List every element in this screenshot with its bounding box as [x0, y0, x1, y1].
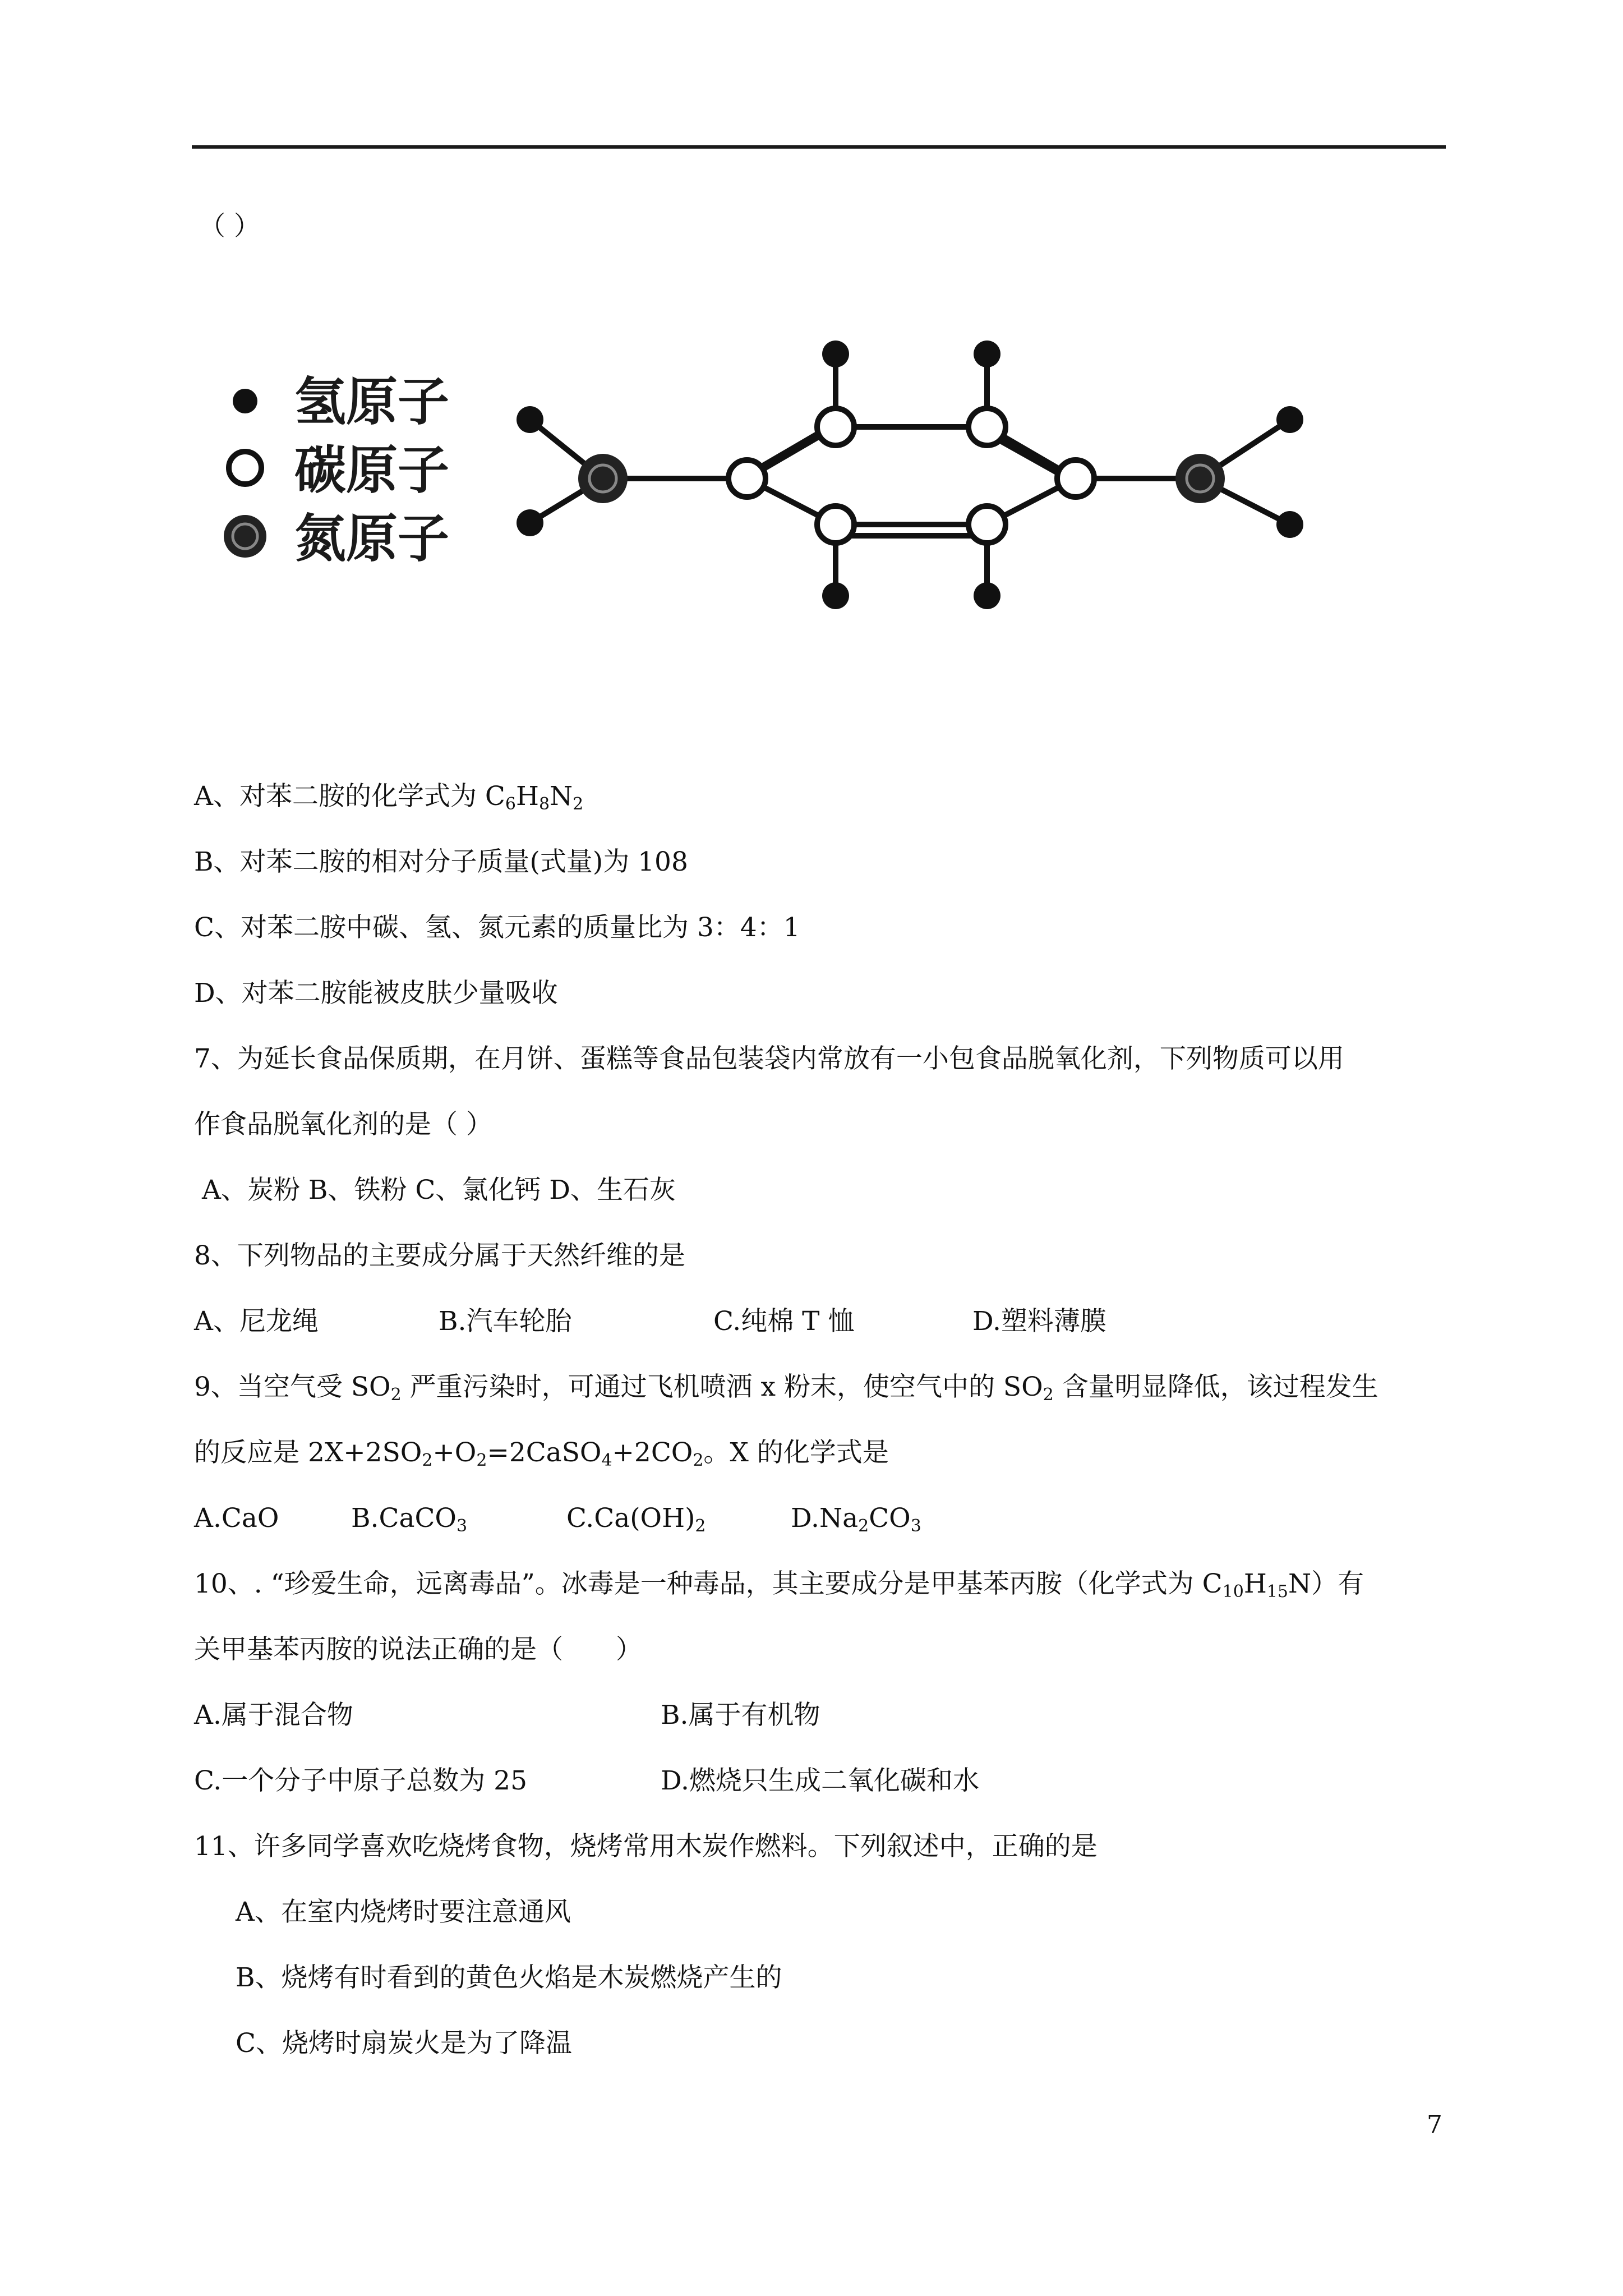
hydrogen-atom: [974, 582, 1000, 609]
q9-option-a: A.CaO: [194, 1503, 279, 1534]
nitrogen-legend-icon: [224, 515, 266, 558]
q10-stem-line1: 10、. “珍爱生命，远离毒品”。冰毒是一种毒品，其主要成分是甲基苯丙胺（化学式为 $C_{10}H_{15}N$）有: [194, 1568, 1364, 1602]
carbon-atom: [728, 460, 766, 497]
q6-option-b: B、对苯二胺的相对分子质量(式量)为 108: [194, 846, 688, 877]
hydrogen-atom: [1276, 406, 1303, 433]
q8-option-c: C.纯棉 T 恤: [713, 1306, 855, 1337]
nitrogen-atom: [1175, 454, 1225, 503]
q10-options-row2: [194, 1764, 1448, 1798]
q8-option-b: B.汽车轮胎: [439, 1306, 572, 1337]
carbon-atom: [817, 506, 854, 543]
q9-stem-line2: 的反应是 $2X+2SO_2+O_2=2CaSO_4+2CO_2$。X 的化学式是: [194, 1437, 889, 1470]
carbon-atom: [969, 506, 1006, 543]
q9-option-d: $D.Na_2CO_3$: [791, 1503, 921, 1536]
nitrogen-atom: [578, 454, 628, 503]
q9-stem-line1: 9、当空气受 $SO_2$ 严重污染时，可通过飞机喷洒 x 粉末，使空气中的 $SO_2$ 含量明显降低，该过程发生: [194, 1372, 1378, 1405]
q10-option-b: B.属于有机物: [661, 1700, 820, 1731]
hydrogen-atom: [517, 509, 543, 536]
legend-carbon-label: 碳原子: [294, 440, 450, 500]
q10-option-c: C.一个分子中原子总数为 25: [194, 1765, 527, 1796]
q11-stem: 11、许多同学喜欢吃烧烤食物，烧烤常用木炭作燃料。下列叙述中，正确的是: [194, 1831, 1098, 1862]
q10-option-a: A.属于混合物: [194, 1700, 353, 1731]
q6-option-d: D、对苯二胺能被皮肤少量吸收: [194, 978, 558, 1009]
hydrogen-atom: [1276, 511, 1303, 538]
q11-option-a: A、在室内烧烤时要注意通风: [236, 1897, 571, 1927]
q6-option-c: C、对苯二胺中碳、氢、氮元素的质量比为 3：4：1: [194, 912, 800, 943]
q9-option-b: B.CaCO$_3$: [351, 1503, 468, 1536]
q11-option-b: B、烧烤有时看到的黄色火焰是木炭燃烧产生的: [236, 1962, 782, 1993]
header-rule: [192, 145, 1446, 149]
q8-stem: 8、下列物品的主要成分属于天然纤维的是: [194, 1240, 685, 1271]
carbon-atom: [817, 408, 854, 445]
q11-option-c: C、烧烤时扇炭火是为了降温: [236, 2028, 572, 2059]
carbon-atom: [1057, 460, 1094, 497]
legend: [224, 372, 449, 569]
hydrogen-atom: [822, 341, 849, 367]
legend-hydrogen-label: 氢原子: [294, 372, 450, 432]
q8-option-d: D.塑料薄膜: [972, 1306, 1106, 1337]
q7-options: A、炭粉 B、铁粉 C、氯化钙 D、生石灰: [202, 1175, 676, 1205]
hydrogen-legend-icon: [233, 389, 257, 413]
answer-parentheses: （ ）: [199, 211, 260, 242]
q6-option-a: A、对苯二胺的化学式为 $C_6H_8N_2$: [194, 781, 584, 814]
carbon-legend-icon: [229, 452, 261, 484]
page-number: 7: [1427, 2110, 1442, 2139]
molecule-diagram: [191, 325, 1396, 628]
q10-stem-line2: 关甲基苯丙胺的说法正确的是（ ）: [194, 1634, 642, 1665]
carbon-atom: [969, 408, 1006, 445]
q8-option-a: A、尼龙绳: [194, 1306, 319, 1337]
hydrogen-atom: [974, 341, 1000, 367]
legend-nitrogen-label: 氮原子: [294, 509, 450, 569]
q8-options: [194, 1305, 1448, 1338]
q10-options-row1: [194, 1699, 1448, 1732]
q9-option-c: $C.Ca(OH)_2$: [566, 1503, 706, 1536]
hydrogen-atom: [517, 406, 543, 433]
q10-option-d: D.燃烧只生成二氧化碳和水: [661, 1765, 979, 1796]
q7-stem-line2: 作食品脱氧化剂的是（ ）: [194, 1109, 492, 1140]
q7-stem-line1: 7、为延长食品保质期，在月饼、蛋糕等食品包装袋内常放有一小包食品脱氧化剂，下列物质可以用: [194, 1043, 1344, 1074]
hydrogen-atom: [822, 582, 849, 609]
q9-options: [194, 1502, 1448, 1535]
